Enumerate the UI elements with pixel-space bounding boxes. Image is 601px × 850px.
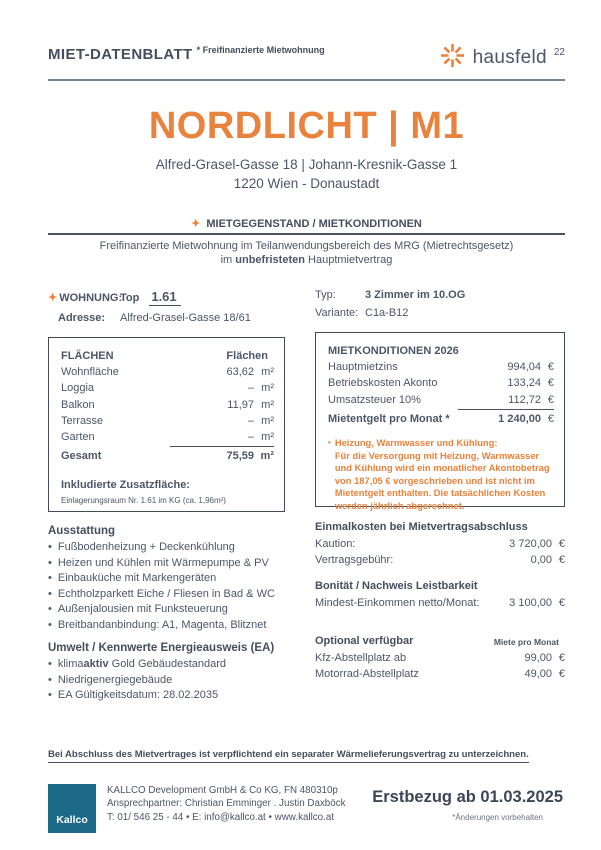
item-text: Breitbandanbindung: A1, Magenta, Blitznet	[57, 618, 267, 631]
row-label: Betriebskosten Akonto	[328, 377, 438, 390]
doc-annotation: * Freifinanzierte Mietwohnung	[196, 45, 325, 55]
doc-title-group	[48, 46, 325, 64]
table-row	[315, 650, 565, 666]
row-unit: m²	[261, 414, 274, 427]
currency-symbol: €	[547, 412, 554, 425]
optional-section	[315, 635, 565, 682]
row-value: 0,00	[530, 554, 552, 567]
row-label: Kaution:	[315, 538, 356, 550]
konditionen-header-row	[328, 343, 554, 359]
row-value: –	[247, 414, 254, 427]
row-value: 3 720,00	[509, 538, 552, 550]
bullet-icon: •	[48, 541, 52, 553]
availability-block	[372, 784, 565, 822]
diamond-icon: ✦	[191, 218, 201, 230]
row-value: –	[247, 382, 254, 395]
umwelt-list	[48, 657, 285, 704]
bullet-icon: •	[48, 673, 52, 686]
table-row	[61, 380, 274, 396]
optional-title: Optional verfügbar	[315, 634, 414, 647]
optional-header	[315, 635, 565, 647]
left-column	[48, 289, 285, 704]
item-text: Niedrigenergiegebäude	[57, 673, 173, 686]
list-item	[48, 602, 285, 618]
row-value: 99,00	[524, 651, 552, 664]
company-phone-email: T: 01/ 546 25 - 44 • E: info@kallco.at • www.kallco.at	[107, 812, 335, 824]
disclaimer: *Änderungen vorbehalten	[452, 812, 543, 822]
row-value: 133,24	[507, 377, 541, 390]
typ-label: Typ:	[315, 289, 336, 301]
row-value: 11,97	[227, 398, 254, 411]
ausstattung-title: Ausstattung	[48, 525, 116, 537]
footer	[48, 784, 565, 833]
project-address-2: 1220 Wien - Donaustadt	[233, 176, 380, 191]
note-text	[335, 437, 554, 513]
kallco-logo-text: Kallco	[56, 813, 88, 826]
section-text-line1: Freifinanzierte Mietwohnung im Teilanwendungsbereich des MRG (Mietrechtsgesetz)	[99, 240, 514, 252]
bullet-icon: •	[48, 658, 52, 670]
total-unit: m²	[260, 450, 274, 463]
bullet-icon: •	[48, 689, 52, 701]
row-unit: m²	[261, 366, 274, 379]
row-unit: m²	[261, 382, 274, 395]
line2-post: Hauptmietvertrag	[308, 254, 393, 266]
bullet-icon: •	[48, 556, 52, 569]
variante-label: Variante:	[315, 307, 359, 319]
table-row	[328, 375, 554, 391]
section-text-line2	[48, 254, 565, 266]
line2-bold: unbefristeten	[235, 254, 305, 266]
row-label: Hauptmietzins	[328, 361, 398, 374]
variante-value: C1a-B12	[365, 307, 409, 319]
flaechen-header-row	[61, 348, 274, 364]
contract-warning: Bei Abschluss des Mietvertrages ist verpflichtend ein separater Wärmelieferungsvertrag zu unterzeichnen.	[48, 749, 529, 763]
flaechen-col-header: Flächen	[226, 350, 268, 362]
einmalkosten-section	[315, 521, 565, 568]
total-value-group	[170, 446, 274, 464]
list-item	[48, 657, 285, 673]
section-divider	[48, 233, 565, 235]
list-item	[48, 688, 285, 704]
kallco-logo	[48, 784, 96, 833]
hausfeld-logo	[439, 42, 565, 74]
bullet-icon: •	[48, 603, 52, 615]
list-item	[48, 587, 285, 603]
table-row	[315, 595, 565, 611]
typ-value: 3 Zimmer im 10.OG	[365, 289, 466, 301]
row-unit: m²	[261, 398, 274, 411]
bonitaet-section	[315, 580, 565, 611]
table-row	[315, 666, 565, 682]
content-columns	[48, 289, 565, 704]
konditionen-title: MIETKONDITIONEN 2026	[328, 345, 459, 357]
optional-rows	[315, 650, 565, 682]
contract-warning-wrap	[48, 744, 565, 763]
doc-title: MIET-DATENBLATT	[48, 46, 193, 63]
table-row	[61, 429, 274, 445]
bullet-icon: •	[48, 572, 52, 584]
list-item	[48, 556, 285, 572]
section-title: MIETGEGENSTAND / MIETKONDITIONEN	[206, 218, 422, 230]
adresse-value: Alfred-Grasel-Gasse 18/61	[120, 312, 251, 324]
list-item	[48, 571, 285, 587]
adresse-label: Adresse:	[58, 312, 106, 324]
availability-date: Erstbezug ab 01.03.2025	[372, 787, 563, 806]
row-label: Umsatzsteuer 10%	[328, 393, 421, 406]
project-address-1: Alfred-Grasel-Gasse 18 | Johann-Kresnik-Gasse 1	[155, 157, 458, 172]
right-column	[315, 289, 565, 704]
zusatz-text: Einlagerungsraum Nr. 1.61 im KG (ca. 1,96m²)	[61, 496, 226, 506]
umwelt-section	[48, 642, 285, 704]
adresse-row	[48, 312, 285, 324]
item-text: Echtholzparkett Eiche / Fliesen in Bad & WC	[57, 587, 275, 600]
row-label: Garten	[61, 431, 95, 444]
line2-pre: im	[220, 254, 233, 266]
mietkonditionen-box	[315, 332, 565, 511]
currency-symbol: €	[558, 651, 565, 664]
unit-type-block	[315, 289, 565, 319]
row-label: Kfz-Abstellplatz ab	[315, 651, 407, 664]
currency-symbol: €	[547, 361, 554, 374]
optional-col-header: Miete pro Monat	[493, 636, 559, 647]
company-contacts: Ansprechpartner: Christian Emminger . Justin Daxböck	[107, 798, 346, 810]
note-title: Heizung, Warmwasser und Kühlung:	[334, 437, 498, 449]
total-value: 75,59	[226, 450, 254, 463]
section-heading	[48, 217, 565, 230]
row-value: 3 100,00	[509, 597, 552, 610]
item-text: Heizen und Kühlen mit Wärmepumpe & PV	[57, 556, 269, 569]
table-row	[315, 536, 565, 552]
total-value-group	[458, 409, 554, 427]
top-number: 1.61	[149, 289, 180, 306]
item-text: Einbauküche mit Markengeräten	[57, 572, 217, 584]
currency-symbol: €	[547, 377, 554, 390]
table-row	[61, 397, 274, 413]
row-label: Wohnfläche	[61, 366, 119, 379]
list-item	[48, 618, 285, 634]
bullet-icon: •	[328, 438, 331, 448]
bullet-icon: •	[48, 618, 52, 631]
table-total-row	[328, 408, 554, 427]
einmalkosten-title: Einmalkosten bei Mietvertragsabschluss	[315, 521, 528, 533]
row-label: Vertragsgebühr:	[315, 554, 394, 567]
row-label: Mindest-Einkommen netto/Monat:	[315, 597, 480, 610]
row-value: 49,00	[524, 667, 552, 680]
brand-superscript: 22	[553, 46, 565, 58]
list-item	[48, 540, 285, 556]
header	[48, 46, 565, 74]
table-row	[328, 359, 554, 375]
flaechen-box	[48, 337, 285, 512]
typ-row	[315, 289, 565, 301]
company-info	[107, 784, 346, 825]
row-label: Motorrad-Abstellplatz	[315, 667, 419, 680]
einmalkosten-rows	[315, 536, 565, 568]
variante-row	[315, 307, 565, 319]
asterisk-burst-icon	[439, 42, 466, 74]
heating-note	[328, 437, 554, 513]
item-text: EA Gültigkeitsdatum: 28.02.2035	[57, 689, 219, 701]
project-title: NORDLICHT | M1	[148, 105, 465, 147]
header-divider	[48, 79, 565, 81]
flaechen-title: FLÄCHEN	[61, 350, 114, 362]
table-row	[61, 364, 274, 380]
table-total-row	[61, 445, 274, 464]
row-value: –	[247, 431, 254, 444]
umwelt-title: Umwelt / Kennwerte Energieausweis (EA)	[48, 642, 275, 654]
list-item	[48, 673, 285, 689]
total-label: Mietentgelt pro Monat *	[328, 412, 450, 425]
row-value: 994,04	[507, 361, 541, 374]
currency-symbol: €	[558, 554, 565, 567]
row-value: 63,62	[226, 366, 254, 379]
top-label: Top	[120, 292, 140, 304]
table-row	[328, 392, 554, 408]
total-value: 1 240,00	[498, 412, 541, 425]
total-label: Gesamt	[61, 450, 102, 463]
row-label: Balkon	[61, 398, 95, 411]
row-label: Loggia	[61, 382, 95, 395]
table-row	[315, 552, 565, 568]
bonitaet-title: Bonität / Nachweis Leistbarkeit	[315, 580, 478, 593]
ausstattung-section	[48, 525, 285, 633]
row-label: Terrasse	[61, 414, 104, 427]
wohnung-label: ✦ WOHNUNG:	[48, 292, 123, 304]
item-text: Fußbodenheizung + Deckenkühlung	[57, 541, 235, 553]
bonitaet-rows	[315, 595, 565, 611]
item-text: Außenjalousien mit Funksteuerung	[57, 603, 228, 615]
row-value: 112,72	[508, 393, 541, 406]
brand-name: hausfeld	[472, 47, 547, 68]
table-row	[61, 413, 274, 429]
ausstattung-list	[48, 540, 285, 633]
currency-symbol: €	[558, 667, 565, 680]
company-name: KALLCO Development GmbH & Co KG, FN 480310p	[107, 784, 338, 796]
unit-id-block	[48, 289, 285, 324]
currency-symbol: €	[558, 538, 565, 550]
currency-symbol: €	[558, 597, 565, 610]
wohnung-row	[48, 289, 285, 306]
item-text: klimaaktiv Gold Gebäudestandard	[57, 658, 227, 670]
currency-symbol: €	[547, 393, 554, 406]
zusatz-title: Inkludierte Zusatzfläche:	[61, 479, 190, 492]
bullet-icon: •	[48, 587, 52, 600]
diamond-icon: ✦	[48, 292, 58, 304]
row-unit: m²	[261, 431, 274, 444]
note-body: Für die Versorgung mit Heizung, Warmwasser und Kühlung wird ein monatlicher Akontobetrag von 187,05 € vorgeschrieben und ist nicht im Mietentgelt enthalten. Die tatsächlichen Kosten werden jährlich abgerechnet.	[334, 449, 550, 511]
